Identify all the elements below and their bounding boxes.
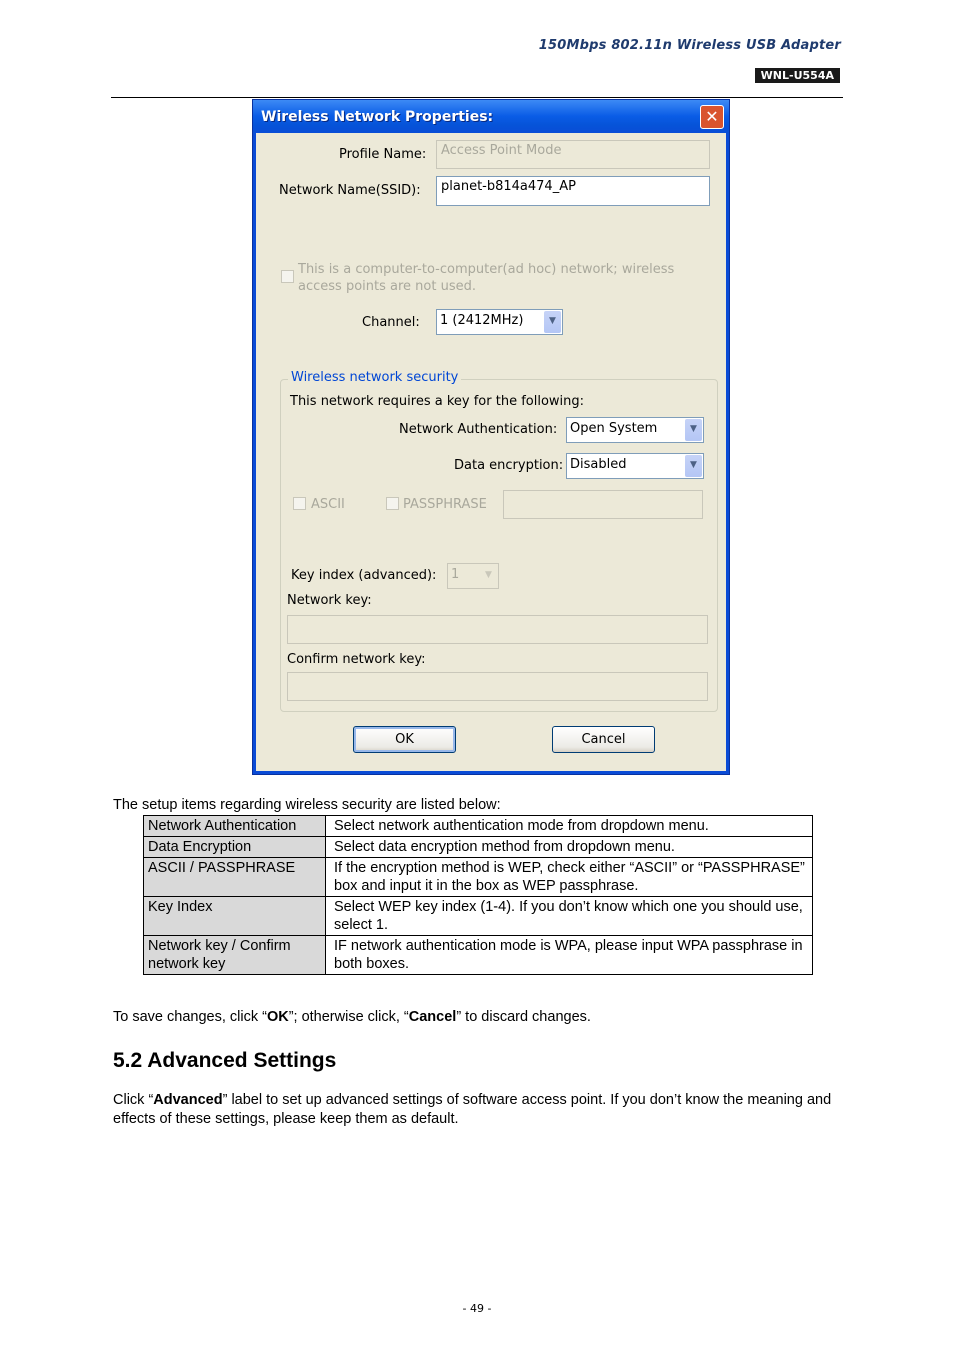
save-note-cancel: Cancel [408, 1009, 457, 1025]
ok-button[interactable]: OK [353, 726, 456, 753]
intro-paragraph: The setup items regarding wireless security are listed below: [113, 797, 501, 813]
security-items-table [143, 815, 813, 975]
dialog-title: Wireless Network Properties: [261, 109, 494, 125]
save-note-mid: ”; otherwise click, “ [288, 1009, 409, 1025]
save-note-pre: To save changes, click “ [113, 1009, 267, 1025]
adhoc-text-line2: access points are not used. [298, 279, 476, 294]
advanced-note-paragraph [113, 1091, 833, 1129]
auth-select[interactable] [566, 417, 704, 443]
network-key-label: Network key: [287, 593, 372, 608]
table-desc-cell: IF network authentication mode is WPA, please input WPA passphrase in both boxes. [326, 936, 813, 975]
chevron-down-icon: ▼ [685, 419, 702, 441]
security-group-title: Wireless network security [288, 370, 461, 385]
passphrase-checkbox[interactable] [386, 497, 399, 510]
ascii-checkbox[interactable] [293, 497, 306, 510]
table-row [144, 816, 813, 837]
header-model-badge: WNL-U554A [755, 68, 840, 83]
chevron-down-icon: ▼ [685, 455, 702, 477]
key-index-select[interactable] [447, 563, 499, 589]
profile-name-input[interactable]: Access Point Mode [436, 140, 710, 169]
save-note-post: ” to discard changes. [456, 1009, 591, 1025]
auth-label: Network Authentication: [399, 422, 558, 437]
cancel-button[interactable]: Cancel [552, 726, 655, 753]
section-heading: 5.2 Advanced Settings [113, 1049, 337, 1072]
encryption-value: Disabled [570, 457, 627, 472]
wireless-network-properties-dialog [252, 99, 730, 775]
chevron-down-icon: ▼ [480, 565, 497, 587]
close-icon[interactable]: ✕ [700, 105, 724, 129]
table-row [144, 858, 813, 897]
table-item-cell: Network Authentication [144, 816, 326, 837]
passphrase-label: PASSPHRASE [403, 497, 487, 512]
table-row [144, 936, 813, 975]
table-desc-cell: Select data encryption method from dropdown menu. [326, 837, 813, 858]
table-desc-cell: Select WEP key index (1-4). If you don’t know which one you should use, select 1. [326, 897, 813, 936]
profile-name-label: Profile Name: [339, 147, 427, 162]
header-divider [111, 97, 843, 98]
table-item-cell: Key Index [144, 897, 326, 936]
save-note-ok: OK [266, 1009, 289, 1025]
auth-value: Open System [570, 421, 658, 436]
encryption-label: Data encryption: [454, 458, 564, 473]
channel-select[interactable] [436, 309, 563, 335]
table-item-cell: Data Encryption [144, 837, 326, 858]
table-item-cell: Network key / Confirm network key [144, 936, 326, 975]
passphrase-input[interactable] [503, 490, 703, 519]
network-key-input[interactable] [287, 615, 708, 644]
adhoc-text-line1: This is a computer-to-computer(ad hoc) network; wireless [298, 262, 675, 277]
chevron-down-icon: ▼ [544, 311, 561, 333]
encryption-select[interactable] [566, 453, 704, 479]
channel-label: Channel: [362, 315, 420, 330]
adhoc-checkbox[interactable] [281, 270, 294, 283]
key-index-label: Key index (advanced): [291, 568, 437, 583]
save-note-paragraph [113, 1008, 591, 1027]
table-row [144, 837, 813, 858]
table-item-cell: ASCII / PASSPHRASE [144, 858, 326, 897]
ascii-label: ASCII [311, 497, 345, 512]
ssid-input[interactable]: planet-b814a474_AP [436, 176, 710, 206]
security-intro: This network requires a key for the following: [290, 394, 585, 409]
advanced-note-post: ” label to set up advanced settings of software access point. If you don’t know the meaning and effects of these settings, please keep them as default. [113, 1092, 832, 1127]
dialog-body [256, 133, 726, 771]
key-index-value: 1 [451, 567, 460, 582]
dialog-titlebar [253, 100, 729, 136]
header-product-title: 150Mbps 802.11n Wireless USB Adapter [538, 38, 841, 53]
table-desc-cell: Select network authentication mode from dropdown menu. [326, 816, 813, 837]
advanced-note-pre: Click “ [113, 1092, 154, 1108]
page-number: - 49 - [462, 1302, 492, 1315]
table-row [144, 897, 813, 936]
table-desc-cell: If the encryption method is WEP, check either “ASCII” or “PASSPHRASE” box and input it in the box as WEP passphrase. [326, 858, 813, 897]
confirm-key-input[interactable] [287, 672, 708, 701]
ssid-label: Network Name(SSID): [279, 183, 421, 198]
channel-value: 1 (2412MHz) [440, 313, 524, 328]
confirm-key-label: Confirm network key: [287, 652, 426, 667]
advanced-note-bold: Advanced [153, 1092, 223, 1108]
